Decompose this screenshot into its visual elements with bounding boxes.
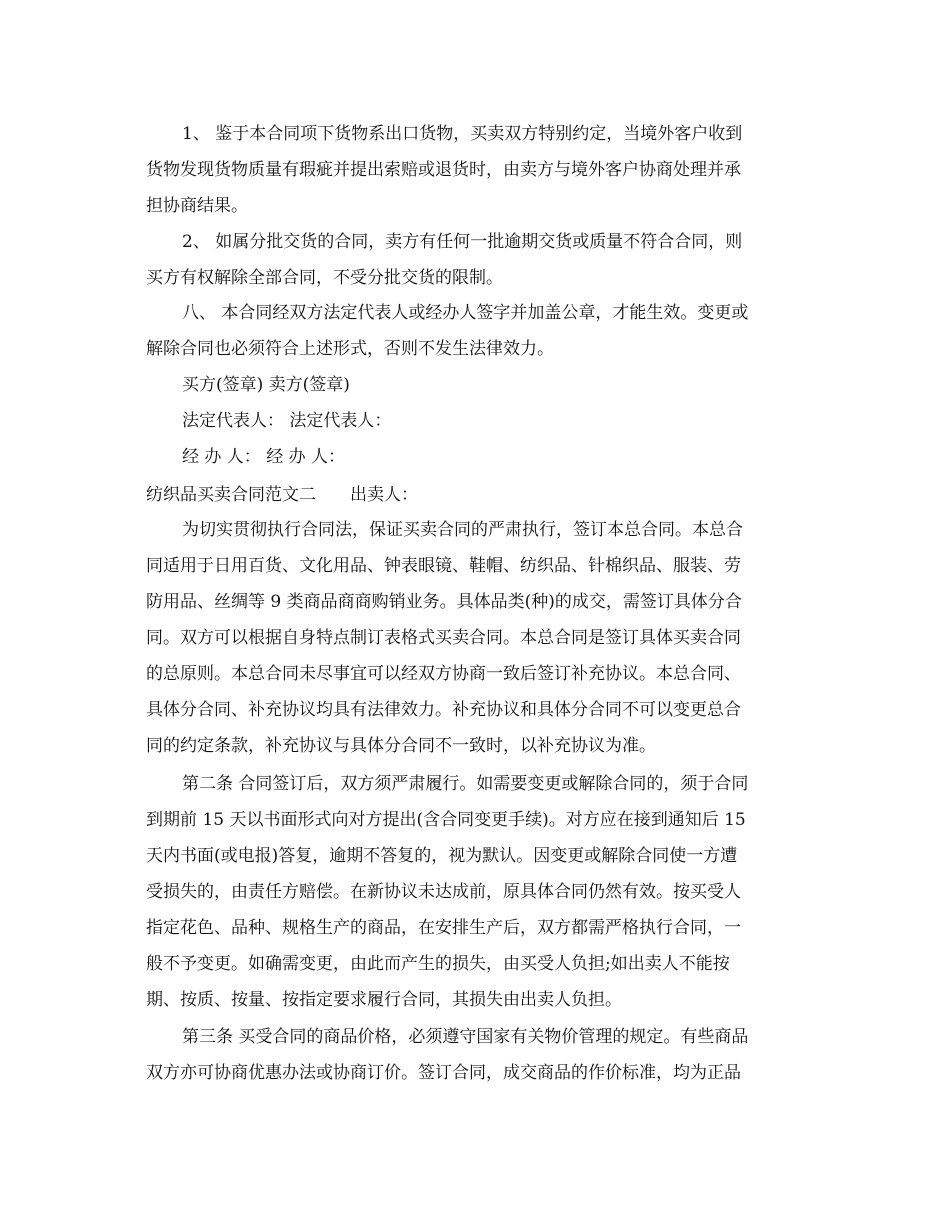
- clause-paragraph-8: [146, 295, 806, 367]
- text-line: 买方有权解除全部合同，不受分批交货的限制。: [146, 268, 503, 288]
- general-contract-paragraph: [146, 512, 806, 764]
- text-line: 天内书面(或电报)答复，逾期不答复的，视为默认。因变更或解除合同使一方遭: [146, 846, 738, 866]
- signature-line-seal: 买方(签章) 卖方(签章): [182, 375, 350, 395]
- text-line: 第二条 合同签订后，双方须严肃履行。如需要变更或解除合同的，须于合同: [182, 774, 749, 794]
- text-line: 到期前 15 天以书面形式向对方提出(含合同变更手续)。对方应在接到通知后 15: [146, 810, 746, 830]
- seller-label: 出卖人：: [350, 485, 418, 505]
- clause-paragraph-1: [146, 116, 806, 224]
- signature-line-agent: 经 办 人： 经 办 人：: [182, 447, 346, 467]
- section-title: 纺织品买卖合同范文二: [146, 485, 316, 505]
- text-line: 解除合同也必须符合上述形式，否则不发生法律效力。: [146, 339, 554, 359]
- text-line: 同的约定条款，补充协议与具体分合同不一致时，以补充协议为准。: [146, 736, 656, 756]
- text-line: 指定花色、品种、规格生产的商品，在安排生产后，双方都需严格执行合同，一: [146, 918, 741, 938]
- signature-block: [146, 367, 806, 475]
- signature-line-representative: 法定代表人： 法定代表人：: [182, 411, 392, 431]
- text-line: 防用品、丝绸等 9 类商品商商购销业务。具体品类(种)的成交，需签订具体分合: [146, 592, 742, 612]
- text-line: 货物发现货物质量有瑕疵并提出索赔或退货时，由卖方与境外客户协商处理并承: [146, 160, 741, 180]
- text-line: 双方亦可协商优惠办法或协商订价。签订合同，成交商品的作价标准，均为正品: [146, 1063, 741, 1083]
- text-line: 2、 如属分批交货的合同，卖方有任何一批逾期交货或质量不符合合同，则: [182, 232, 743, 252]
- text-line: 般不予变更。如确需变更，由此而产生的损失，由买受人负担;如出卖人不能按: [146, 954, 730, 974]
- text-line: 具体分合同、补充协议均具有法律效力。补充协议和具体分合同不可以变更总合: [146, 700, 741, 720]
- text-line: 的总原则。本总合同未尽事宜可以经双方协商一致后签订补充协议。本总合同、: [146, 664, 741, 684]
- text-line: 受损失的，由责任方赔偿。在新协议未达成前，原具体合同仍然有效。按买受人: [146, 882, 741, 902]
- text-line: 第三条 买受合同的商品价格，必须遵守国家有关物价管理的规定。有些商品: [182, 1027, 749, 1047]
- text-line: 八、 本合同经双方法定代表人或经办人签字并加盖公章，才能生效。变更或: [182, 303, 749, 323]
- text-line: 同适用于日用百货、文化用品、钟表眼镜、鞋帽、纺织品、针棉织品、服装、劳: [146, 556, 741, 576]
- text-line: 期、按质、按量、按指定要求履行合同，其损失由出卖人负担。: [146, 990, 622, 1010]
- text-line: 担协商结果。: [146, 196, 248, 216]
- article-2-paragraph: [146, 766, 806, 1018]
- text-line: 1、 鉴于本合同项下货物系出口货物，买卖双方特别约定，当境外客户收到: [182, 124, 743, 144]
- article-3-paragraph: [146, 1019, 806, 1091]
- text-line: 同。双方可以根据自身特点制订表格式买卖合同。本总合同是签订具体买卖合同: [146, 628, 741, 648]
- clause-paragraph-2: [146, 224, 806, 296]
- section-heading: [146, 477, 806, 513]
- text-line: 为切实贯彻执行合同法，保证买卖合同的严肃执行，签订本总合同。本总合: [182, 520, 743, 540]
